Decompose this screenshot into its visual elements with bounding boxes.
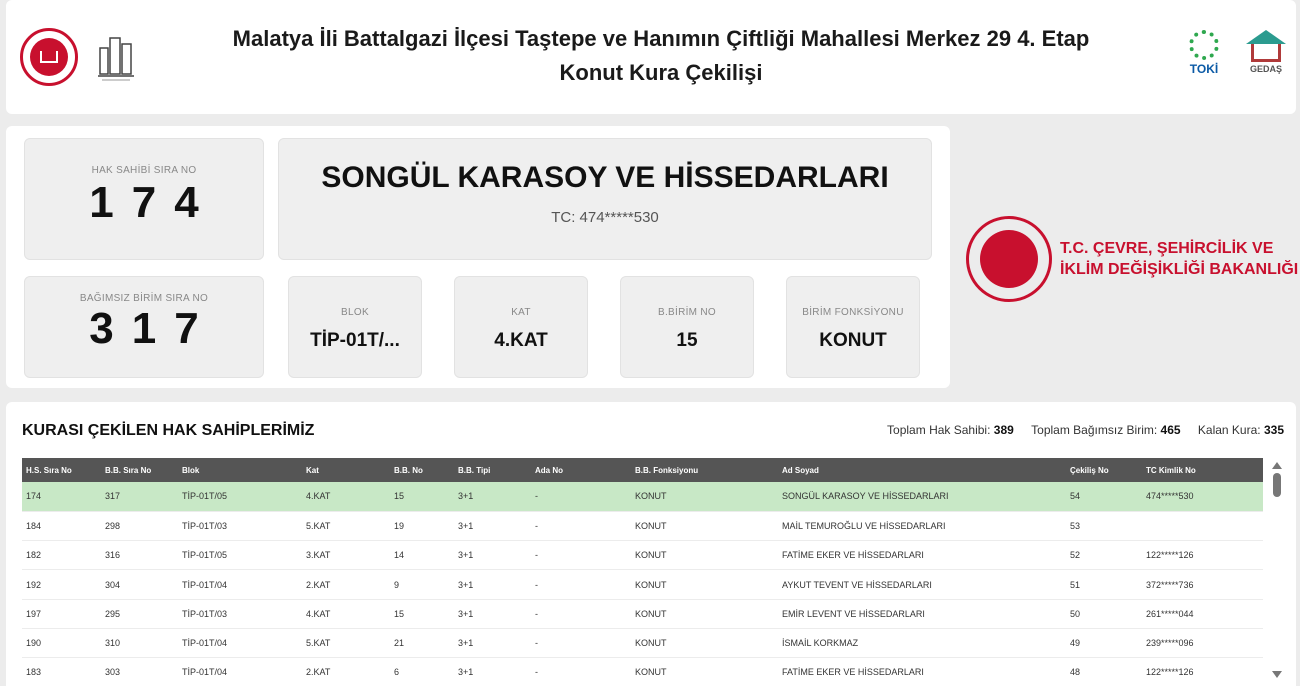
table-cell: 53 xyxy=(1066,511,1142,540)
table-cell: KONUT xyxy=(631,541,778,570)
toki-logo xyxy=(1184,30,1224,82)
ministry-name-line1: T.C. ÇEVRE, ŞEHİRCİLİK VE xyxy=(1060,240,1274,257)
table-cell: - xyxy=(531,482,631,511)
table-cell: 3+1 xyxy=(454,541,531,570)
table-cell: 50 xyxy=(1066,599,1142,628)
table-cell: 4.KAT xyxy=(302,599,390,628)
table-cell xyxy=(1142,511,1263,540)
scroll-up-icon[interactable] xyxy=(1272,462,1282,469)
table-cell: 5.KAT xyxy=(302,628,390,657)
table-cell: 6 xyxy=(390,658,454,686)
table-cell: TİP-01T/04 xyxy=(178,658,302,686)
table-cell: 183 xyxy=(22,658,101,686)
table-cell: KONUT xyxy=(631,658,778,686)
table-cell: - xyxy=(531,511,631,540)
column-header[interactable]: Blok xyxy=(182,465,200,475)
stat-hak-label: Toplam Hak Sahibi: xyxy=(887,423,991,437)
table-cell: KONUT xyxy=(631,482,778,511)
table-cell: 4.KAT xyxy=(302,482,390,511)
column-header[interactable]: Kat xyxy=(306,465,319,475)
kat-label: KAT xyxy=(511,307,531,318)
table-cell: KONUT xyxy=(631,570,778,599)
table-row[interactable] xyxy=(22,511,1263,540)
kat-card xyxy=(454,276,588,378)
ministry-name xyxy=(1060,238,1298,280)
table-cell: 9 xyxy=(390,570,454,599)
bbirim-card xyxy=(620,276,754,378)
table-cell: 122*****126 xyxy=(1142,541,1263,570)
table-row[interactable] xyxy=(22,570,1263,599)
ministry-seal-logo-icon xyxy=(20,28,78,86)
winner-tc: TC: 474*****530 xyxy=(551,209,659,226)
results-stats xyxy=(887,423,1284,437)
toki-logo-icon xyxy=(1189,30,1219,60)
table-cell: TİP-01T/03 xyxy=(178,511,302,540)
column-header[interactable]: TC Kimlik No xyxy=(1146,465,1196,475)
table-cell: 3+1 xyxy=(454,511,531,540)
table-cell: 15 xyxy=(390,599,454,628)
results-list-panel xyxy=(6,402,1296,686)
table-cell: 3.KAT xyxy=(302,541,390,570)
table-row[interactable] xyxy=(22,541,1263,570)
winner-name-card xyxy=(278,138,932,260)
kat-value: 4.KAT xyxy=(494,330,548,351)
table-cell: 2.KAT xyxy=(302,658,390,686)
page-title xyxy=(146,22,1176,90)
table-cell: 3+1 xyxy=(454,599,531,628)
hak-sahibi-number: 174 xyxy=(89,178,217,227)
gedas-logo xyxy=(1242,30,1290,82)
table-cell: 49 xyxy=(1066,628,1142,657)
winner-name: SONGÜL KARASOY VE HİSSEDARLARI xyxy=(321,161,889,194)
page-title-line1: Malatya İli Battalgazi İlçesi Taştepe ve Hanımın Çiftliği Mahallesi Merkez 29 4. Etap xyxy=(232,26,1090,51)
table-cell: 295 xyxy=(101,599,178,628)
gedas-roof-icon xyxy=(1246,30,1286,44)
birim-card xyxy=(24,276,264,378)
table-cell: 190 xyxy=(22,628,101,657)
table-cell: - xyxy=(531,658,631,686)
table-cell: TİP-01T/04 xyxy=(178,570,302,599)
table-cell: - xyxy=(531,541,631,570)
ministry-logo xyxy=(962,214,1298,302)
column-header[interactable]: B.B. No xyxy=(394,465,423,475)
table-cell: 303 xyxy=(101,658,178,686)
table-cell: EMİR LEVENT VE HİSSEDARLARI xyxy=(778,599,1066,628)
table-cell: 3+1 xyxy=(454,628,531,657)
table-cell: 52 xyxy=(1066,541,1142,570)
table-cell: - xyxy=(531,628,631,657)
gedas-logo-label: GEDAŞ xyxy=(1249,64,1282,74)
table-row[interactable] xyxy=(22,599,1263,628)
table-cell: 2.KAT xyxy=(302,570,390,599)
table-row[interactable] xyxy=(22,482,1263,511)
building-logo-icon xyxy=(94,30,138,84)
fonksiyon-value: KONUT xyxy=(819,330,887,351)
table-cell: MAİL TEMUROĞLU VE HİSSEDARLARI xyxy=(778,511,1066,540)
header xyxy=(6,0,1296,114)
table-cell: 54 xyxy=(1066,482,1142,511)
fonksiyon-label: BİRİM FONKSİYONU xyxy=(802,307,904,318)
scroll-down-icon[interactable] xyxy=(1272,671,1282,678)
table-cell: 182 xyxy=(22,541,101,570)
table-cell: FATİME EKER VE HİSSEDARLARI xyxy=(778,541,1066,570)
column-header[interactable]: B.B. Sıra No xyxy=(105,465,152,475)
column-header[interactable]: B.B. Fonksiyonu xyxy=(635,465,699,475)
table-cell: TİP-01T/05 xyxy=(178,541,302,570)
page-title-line2: Konut Kura Çekilişi xyxy=(559,60,763,85)
table-cell: 14 xyxy=(390,541,454,570)
table-cell: 19 xyxy=(390,511,454,540)
table-cell: 298 xyxy=(101,511,178,540)
blok-value: TİP-01T/... xyxy=(310,330,400,351)
ministry-name-line2: İKLİM DEĞİŞİKLİĞİ BAKANLIĞI xyxy=(1060,261,1299,278)
ministry-seal-icon xyxy=(966,216,1052,302)
table-cell: 51 xyxy=(1066,570,1142,599)
table-cell: 304 xyxy=(101,570,178,599)
column-header[interactable]: Çekiliş No xyxy=(1070,465,1109,475)
table-cell: 310 xyxy=(101,628,178,657)
table-cell: 21 xyxy=(390,628,454,657)
table-cell: 317 xyxy=(101,482,178,511)
table-cell: AYKUT TEVENT VE HİSSEDARLARI xyxy=(778,570,1066,599)
hak-sahibi-card xyxy=(24,138,264,260)
table-cell: 15 xyxy=(390,482,454,511)
table-row[interactable] xyxy=(22,628,1263,657)
table-cell: 5.KAT xyxy=(302,511,390,540)
table-cell: SONGÜL KARASOY VE HİSSEDARLARI xyxy=(778,482,1066,511)
table-cell: FATİME EKER VE HİSSEDARLARI xyxy=(778,658,1066,686)
table-cell: TİP-01T/05 xyxy=(178,482,302,511)
hak-sahibi-label: HAK SAHİBİ SIRA NO xyxy=(91,165,197,176)
toki-logo-label: TOKİ xyxy=(1189,62,1219,76)
table-cell: 197 xyxy=(22,599,101,628)
fonksiyon-card xyxy=(786,276,920,378)
scrollbar-thumb[interactable] xyxy=(1273,473,1281,497)
bbirim-value: 15 xyxy=(676,330,698,351)
table-cell: KONUT xyxy=(631,628,778,657)
table-cell: TİP-01T/03 xyxy=(178,599,302,628)
table-cell: İSMAİL KORKMAZ xyxy=(778,628,1066,657)
table-cell: - xyxy=(531,599,631,628)
table-header-row xyxy=(22,458,1263,482)
stat-birim-label: Toplam Bağımsız Birim: xyxy=(1031,423,1158,437)
table-cell: 372*****736 xyxy=(1142,570,1263,599)
table-scrollbar[interactable] xyxy=(1270,458,1284,682)
table-row[interactable] xyxy=(22,658,1263,686)
table-cell: - xyxy=(531,570,631,599)
table-cell: 3+1 xyxy=(454,482,531,511)
column-header[interactable]: Ada No xyxy=(535,465,563,475)
table-cell: TİP-01T/04 xyxy=(178,628,302,657)
table-cell: 3+1 xyxy=(454,570,531,599)
table-cell: 474*****530 xyxy=(1142,482,1263,511)
table-cell: 184 xyxy=(22,511,101,540)
table-cell: 3+1 xyxy=(454,658,531,686)
bbirim-label: B.BİRİM NO xyxy=(657,307,716,318)
birim-label: BAĞIMSIZ BİRİM SIRA NO xyxy=(79,293,209,304)
column-header[interactable]: Ad Soyad xyxy=(782,465,819,475)
current-draw-panel xyxy=(6,126,950,388)
results-list-title: KURASI ÇEKİLEN HAK SAHİPLERİMİZ xyxy=(22,422,315,439)
stat-kalan-label: Kalan Kura: xyxy=(1197,423,1261,437)
birim-number: 317 xyxy=(89,304,217,353)
table-cell: 192 xyxy=(22,570,101,599)
stat-kalan-value: 335 xyxy=(1263,423,1284,437)
blok-card xyxy=(288,276,422,378)
stat-birim-value: 465 xyxy=(1160,423,1181,437)
table-cell: 316 xyxy=(101,541,178,570)
table-cell: 122*****126 xyxy=(1142,658,1263,686)
column-header[interactable]: H.S. Sıra No xyxy=(26,465,72,475)
results-table xyxy=(22,458,1263,686)
column-header[interactable]: B.B. Tipi xyxy=(458,465,491,475)
table-cell: KONUT xyxy=(631,599,778,628)
table-cell: 48 xyxy=(1066,658,1142,686)
stat-hak-value: 389 xyxy=(993,423,1014,437)
table-cell: 174 xyxy=(22,482,101,511)
table-cell: KONUT xyxy=(631,511,778,540)
blok-label: BLOK xyxy=(341,307,369,318)
table-cell: 261*****044 xyxy=(1142,599,1263,628)
table-cell: 239*****096 xyxy=(1142,628,1263,657)
